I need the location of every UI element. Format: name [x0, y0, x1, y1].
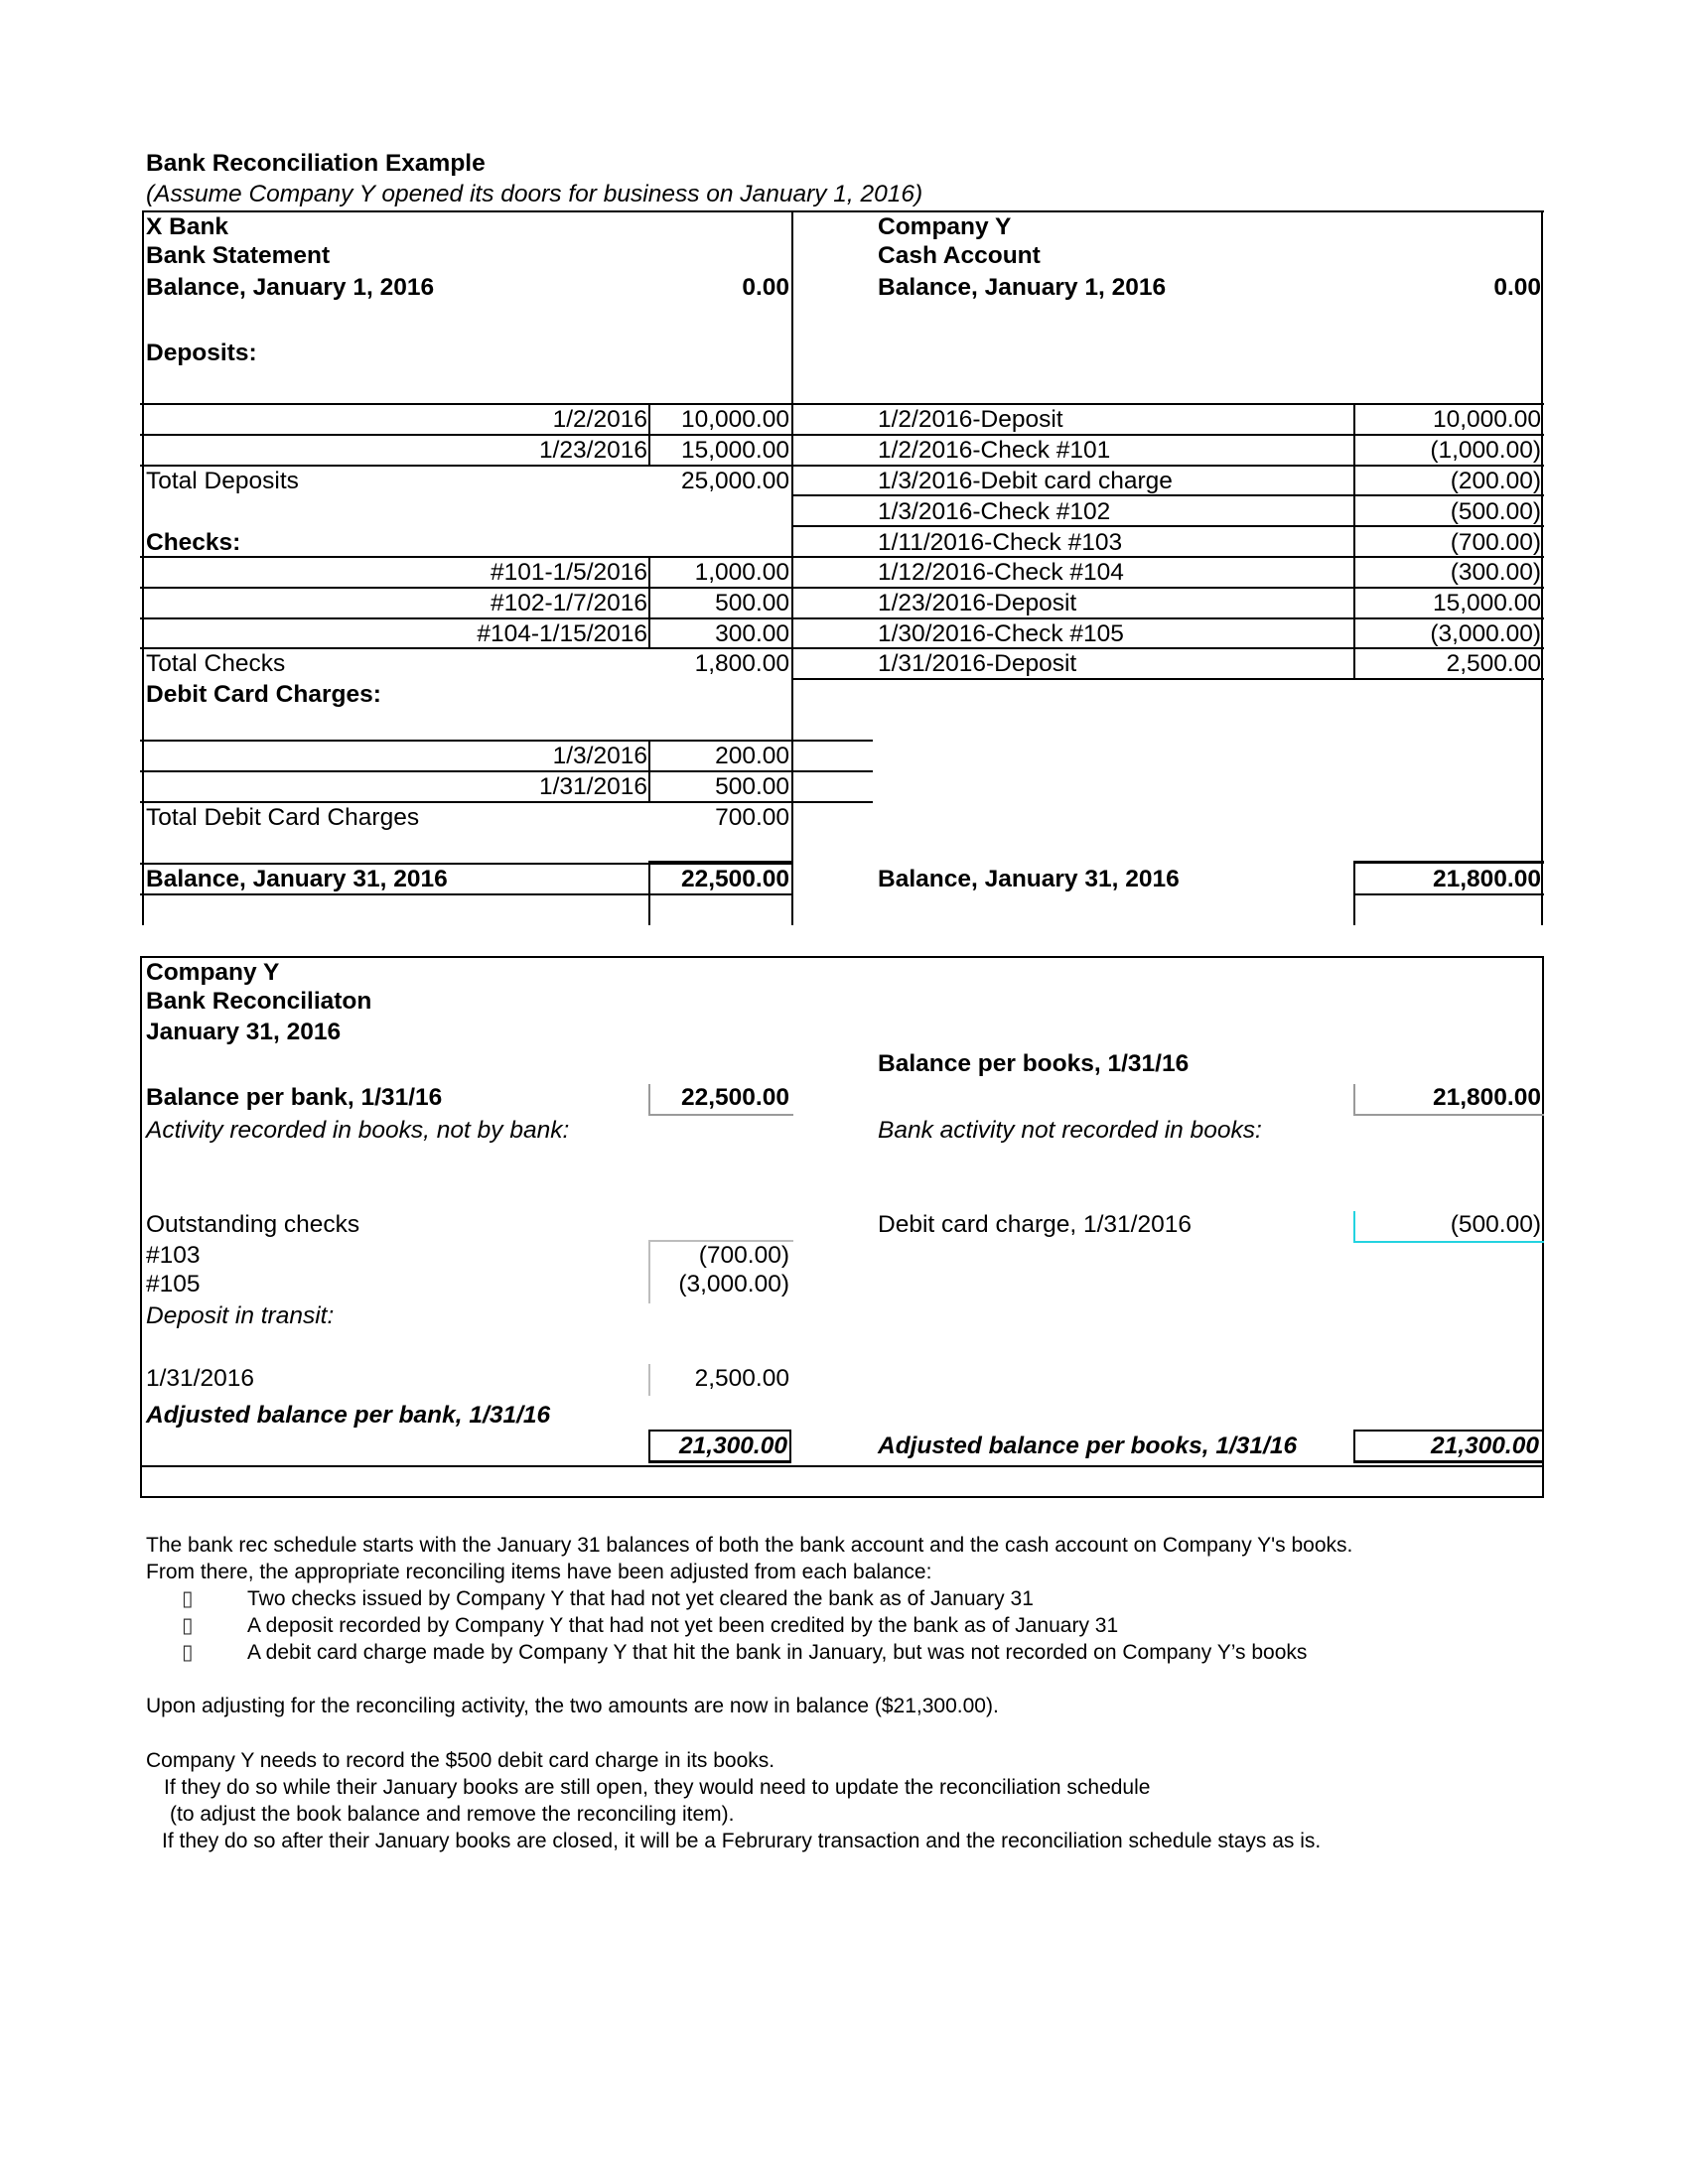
cash-entry-desc: 1/30/2016-Check #105: [878, 620, 1124, 647]
cash-entry-amount: (200.00): [1450, 468, 1541, 494]
bank-statement-label: Bank Statement: [146, 242, 331, 269]
cash-entry-desc: 1/3/2016-Debit card charge: [878, 468, 1173, 494]
cash-entry-amount: 15,000.00: [1433, 590, 1541, 616]
books-balance-label: Balance per books, 1/31/16: [878, 1050, 1190, 1077]
note-bullet: Two checks issued by Company Y that had not yet cleared the bank as of January 31: [247, 1587, 1034, 1610]
document-subtitle: (Assume Company Y opened its doors for business on January 1, 2016): [146, 181, 923, 207]
cash-closing-value: 21,800.00: [1433, 866, 1541, 892]
deposit-amount: 10,000.00: [681, 406, 789, 433]
check-amount: 500.00: [715, 590, 789, 616]
deposit-in-transit-label: Deposit in transit:: [146, 1302, 335, 1329]
deposit-amount: 15,000.00: [681, 437, 789, 464]
cash-entry-desc: 1/23/2016-Deposit: [878, 590, 1077, 616]
books-balance-value: 21,800.00: [1433, 1084, 1541, 1111]
company-name: Company Y: [878, 213, 1012, 240]
note-paragraph: Company Y needs to record the $500 debit card charge in its books.: [146, 1749, 775, 1772]
outstanding-check-ref: #105: [146, 1271, 201, 1297]
adjusted-books-value: 21,300.00: [1431, 1433, 1539, 1459]
cash-entry-desc: 1/3/2016-Check #102: [878, 498, 1111, 525]
outstanding-check-ref: #103: [146, 1242, 201, 1269]
cash-entry-amount: (1,000.00): [1430, 437, 1541, 464]
outstanding-check-amount: (700.00): [698, 1242, 789, 1269]
total-debit-charges-value: 700.00: [715, 804, 789, 831]
rec-company-name: Company Y: [146, 959, 280, 986]
cash-entry-desc: 1/12/2016-Check #104: [878, 559, 1124, 586]
cash-entry-desc: 1/2/2016-Deposit: [878, 406, 1063, 433]
cash-entry-desc: 1/11/2016-Check #103: [878, 529, 1123, 556]
note-paragraph: The bank rec schedule starts with the January 31 balances of both the bank account and the cash account on Company Y's books.: [146, 1534, 1353, 1557]
note-paragraph: From there, the appropriate reconciling items have been adjusted from each balance:: [146, 1561, 932, 1583]
total-checks-value: 1,800.00: [694, 650, 789, 677]
bullet-icon: ▯: [182, 1587, 194, 1610]
rec-date: January 31, 2016: [146, 1019, 342, 1045]
deposit-date: 1/2/2016: [552, 406, 647, 433]
debit-charges-heading: Debit Card Charges:: [146, 681, 381, 708]
deposit-date: 1/23/2016: [539, 437, 647, 464]
bank-opening-value: 0.00: [742, 274, 789, 301]
check-ref: #102-1/7/2016: [490, 590, 647, 616]
bank-balance-label: Balance per bank, 1/31/16: [146, 1084, 443, 1111]
cash-entry-amount: (300.00): [1450, 559, 1541, 586]
check-ref: #101-1/5/2016: [490, 559, 647, 586]
deposit-in-transit-date: 1/31/2016: [146, 1365, 254, 1392]
check-amount: 300.00: [715, 620, 789, 647]
cash-account-label: Cash Account: [878, 242, 1041, 269]
debit-amount: 200.00: [715, 743, 789, 769]
debit-charge-value: (500.00): [1450, 1211, 1541, 1238]
total-deposits-label: Total Deposits: [146, 468, 299, 494]
check-ref: #104-1/15/2016: [477, 620, 647, 647]
cash-entry-desc: 1/2/2016-Check #101: [878, 437, 1111, 464]
cash-opening-label: Balance, January 1, 2016: [878, 274, 1167, 301]
deposit-in-transit-amount: 2,500.00: [694, 1365, 789, 1392]
debit-charge-label: Debit card charge, 1/31/2016: [878, 1211, 1192, 1238]
adjusted-books-label: Adjusted balance per books, 1/31/16: [878, 1433, 1298, 1459]
books-not-bank-label: Activity recorded in books, not by bank:: [146, 1117, 570, 1144]
adjusted-bank-label: Adjusted balance per bank, 1/31/16: [146, 1402, 551, 1429]
cash-closing-label: Balance, January 31, 2016: [878, 866, 1180, 892]
cash-entry-amount: (500.00): [1450, 498, 1541, 525]
total-deposits-value: 25,000.00: [681, 468, 789, 494]
bank-not-books-label: Bank activity not recorded in books:: [878, 1117, 1262, 1144]
rec-title: Bank Reconciliaton: [146, 988, 372, 1015]
debit-amount: 500.00: [715, 773, 789, 800]
cash-entry-amount: 2,500.00: [1446, 650, 1541, 677]
adjusted-bank-value: 21,300.00: [679, 1433, 787, 1459]
bullet-icon: ▯: [182, 1641, 194, 1664]
note-bullet: A debit card charge made by Company Y that hit the bank in January, but was not recorded on Company Y’s books: [247, 1641, 1308, 1664]
note-paragraph: If they do so while their January books are still open, they would need to update the reconciliation schedule: [164, 1776, 1151, 1799]
total-checks-label: Total Checks: [146, 650, 286, 677]
bank-closing-value: 22,500.00: [681, 866, 789, 892]
note-paragraph: Upon adjusting for the reconciling activity, the two amounts are now in balance ($21,300.00).: [146, 1695, 999, 1717]
bank-balance-value: 22,500.00: [681, 1084, 789, 1111]
debit-date: 1/31/2016: [539, 773, 647, 800]
cash-entry-amount: (700.00): [1450, 529, 1541, 556]
outstanding-checks-label: Outstanding checks: [146, 1211, 360, 1238]
cash-entry-desc: 1/31/2016-Deposit: [878, 650, 1077, 677]
cash-entry-amount: (3,000.00): [1430, 620, 1541, 647]
check-amount: 1,000.00: [694, 559, 789, 586]
deposits-heading: Deposits:: [146, 340, 257, 366]
document-title: Bank Reconciliation Example: [146, 150, 486, 177]
debit-date: 1/3/2016: [552, 743, 647, 769]
bullet-icon: ▯: [182, 1614, 194, 1637]
total-debit-charges-label: Total Debit Card Charges: [146, 804, 420, 831]
cash-opening-value: 0.00: [1493, 274, 1541, 301]
bank-closing-label: Balance, January 31, 2016: [146, 866, 448, 892]
checks-heading: Checks:: [146, 529, 241, 556]
cash-entry-amount: 10,000.00: [1433, 406, 1541, 433]
bank-opening-label: Balance, January 1, 2016: [146, 274, 435, 301]
note-paragraph: If they do so after their January books are closed, it will be a Februrary transaction and the reconciliation schedule stays as is.: [162, 1830, 1322, 1852]
note-paragraph: (to adjust the book balance and remove the reconciling item).: [170, 1803, 735, 1826]
note-bullet: A deposit recorded by Company Y that had not yet been credited by the bank as of January 31: [247, 1614, 1119, 1637]
outstanding-check-amount: (3,000.00): [678, 1271, 789, 1297]
bank-name: X Bank: [146, 213, 229, 240]
